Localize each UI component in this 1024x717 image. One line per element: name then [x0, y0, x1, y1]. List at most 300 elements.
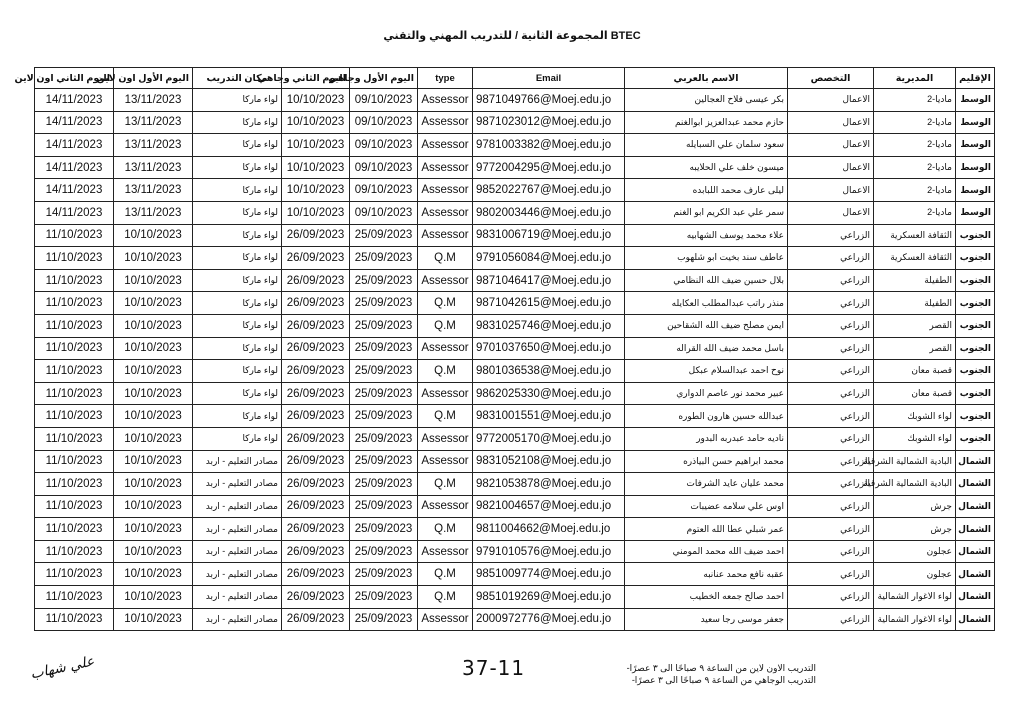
cell-day2: 10/10/2023: [282, 201, 350, 224]
cell-online1: 13/11/2023: [114, 179, 193, 202]
cell-place: لواء ماركا: [193, 247, 282, 270]
cell-day1: 25/09/2023: [350, 360, 418, 383]
table-row: [35, 156, 995, 179]
cell-online1: 10/10/2023: [114, 314, 193, 337]
cell-day2: 26/09/2023: [282, 608, 350, 631]
cell-day1: 25/09/2023: [350, 495, 418, 518]
cell-day2: 26/09/2023: [282, 586, 350, 609]
cell-email: 9781003382@Moej.edu.jo: [473, 134, 625, 157]
table-row: [35, 337, 995, 360]
cell-online2: 11/10/2023: [35, 269, 114, 292]
cell-day2: 26/09/2023: [282, 563, 350, 586]
cell-online1: 10/10/2023: [114, 337, 193, 360]
cell-email: 9701037650@Moej.edu.jo: [473, 337, 625, 360]
cell-online2: 14/11/2023: [35, 134, 114, 157]
cell-online1: 10/10/2023: [114, 382, 193, 405]
cell-place: لواء ماركا: [193, 427, 282, 450]
table-row: [35, 314, 995, 337]
cell-region: الوسط: [956, 111, 995, 134]
cell-online2: 11/10/2023: [35, 292, 114, 315]
cell-online1: 13/11/2023: [114, 89, 193, 112]
cell-region: الجنوب: [956, 269, 995, 292]
cell-type: Q.M: [418, 586, 473, 609]
table-row: [35, 450, 995, 473]
table-row: [35, 111, 995, 134]
cell-day1: 09/10/2023: [350, 179, 418, 202]
cell-region: الجنوب: [956, 405, 995, 428]
cell-type: Assessor: [418, 156, 473, 179]
cell-type: Q.M: [418, 292, 473, 315]
cell-place: لواء ماركا: [193, 292, 282, 315]
cell-day1: 25/09/2023: [350, 608, 418, 631]
cell-type: Assessor: [418, 89, 473, 112]
cell-day2: 26/09/2023: [282, 450, 350, 473]
cell-directorate: الطفيلة: [874, 269, 956, 292]
cell-directorate: ماديا-2: [874, 201, 956, 224]
col-header-email: Email: [473, 68, 625, 89]
cell-directorate: البادية الشمالية الشرقية: [874, 450, 956, 473]
cell-day1: 25/09/2023: [350, 382, 418, 405]
cell-name: ايمن مصلح ضيف الله الشقاحين: [625, 314, 788, 337]
cell-email: 9871046417@Moej.edu.jo: [473, 269, 625, 292]
cell-online2: 11/10/2023: [35, 495, 114, 518]
cell-specialty: الزراعي: [788, 540, 874, 563]
col-header-directorate: المديرية: [874, 68, 956, 89]
cell-type: Assessor: [418, 382, 473, 405]
cell-directorate: عجلون: [874, 563, 956, 586]
cell-email: 9821004657@Moej.edu.jo: [473, 495, 625, 518]
cell-online2: 11/10/2023: [35, 586, 114, 609]
cell-day2: 26/09/2023: [282, 518, 350, 541]
cell-specialty: الزراعي: [788, 337, 874, 360]
footer-note-online: التدريب الاون لاين من الساعة ٩ صباحًا الى ٣ عصرًا-: [626, 663, 816, 673]
cell-online1: 10/10/2023: [114, 292, 193, 315]
cell-day2: 26/09/2023: [282, 405, 350, 428]
col-header-name: الاسم بالعربي: [625, 68, 788, 89]
cell-online2: 11/10/2023: [35, 518, 114, 541]
cell-day1: 25/09/2023: [350, 337, 418, 360]
cell-online1: 13/11/2023: [114, 134, 193, 157]
cell-online2: 11/10/2023: [35, 563, 114, 586]
cell-email: 9772004295@Moej.edu.jo: [473, 156, 625, 179]
cell-specialty: الزراعي: [788, 269, 874, 292]
cell-region: الوسط: [956, 201, 995, 224]
cell-online1: 10/10/2023: [114, 360, 193, 383]
cell-name: بلال حسين ضيف الله النظامي: [625, 269, 788, 292]
cell-day2: 26/09/2023: [282, 247, 350, 270]
table-row: [35, 586, 995, 609]
cell-day1: 25/09/2023: [350, 473, 418, 496]
cell-online2: 14/11/2023: [35, 156, 114, 179]
cell-region: الوسط: [956, 179, 995, 202]
cell-region: الجنوب: [956, 427, 995, 450]
cell-directorate: الطفيلة: [874, 292, 956, 315]
cell-email: 9851019269@Moej.edu.jo: [473, 586, 625, 609]
cell-specialty: الزراعي: [788, 247, 874, 270]
cell-online2: 11/10/2023: [35, 405, 114, 428]
table-body: [35, 89, 995, 631]
cell-name: ليلى عارف محمد اللبابده: [625, 179, 788, 202]
cell-type: Q.M: [418, 247, 473, 270]
cell-email: 9831006719@Moej.edu.jo: [473, 224, 625, 247]
cell-name: بكر عيسى فلاح العجالين: [625, 89, 788, 112]
col-header-place: مكان التدريب: [193, 68, 282, 89]
cell-type: Q.M: [418, 563, 473, 586]
cell-email: 9791010576@Moej.edu.jo: [473, 540, 625, 563]
cell-email: 9871042615@Moej.edu.jo: [473, 292, 625, 315]
cell-specialty: الاعمال: [788, 156, 874, 179]
cell-region: الشمال: [956, 473, 995, 496]
cell-type: Q.M: [418, 314, 473, 337]
cell-online2: 14/11/2023: [35, 179, 114, 202]
cell-online1: 10/10/2023: [114, 247, 193, 270]
cell-day2: 26/09/2023: [282, 224, 350, 247]
col-header-specialty: التخصص: [788, 68, 874, 89]
cell-directorate: قصبة معان: [874, 382, 956, 405]
cell-online2: 11/10/2023: [35, 540, 114, 563]
cell-day1: 09/10/2023: [350, 89, 418, 112]
table-row: [35, 382, 995, 405]
cell-specialty: الزراعي: [788, 608, 874, 631]
table-row: [35, 495, 995, 518]
cell-directorate: ماديا-2: [874, 111, 956, 134]
cell-day2: 26/09/2023: [282, 269, 350, 292]
table-row: [35, 518, 995, 541]
col-header-type: type: [418, 68, 473, 89]
cell-place: مصادر التعليم - اربد: [193, 563, 282, 586]
cell-type: Q.M: [418, 405, 473, 428]
cell-directorate: ماديا-2: [874, 179, 956, 202]
cell-directorate: جرش: [874, 518, 956, 541]
cell-email: 9821053878@Moej.edu.jo: [473, 473, 625, 496]
cell-place: مصادر التعليم - اربد: [193, 450, 282, 473]
cell-day2: 26/09/2023: [282, 337, 350, 360]
cell-specialty: الزراعي: [788, 314, 874, 337]
cell-region: الشمال: [956, 450, 995, 473]
cell-day2: 26/09/2023: [282, 292, 350, 315]
cell-email: 9772005170@Moej.edu.jo: [473, 427, 625, 450]
cell-email: 9852022767@Moej.edu.jo: [473, 179, 625, 202]
cell-day1: 25/09/2023: [350, 427, 418, 450]
cell-region: الوسط: [956, 156, 995, 179]
cell-specialty: الزراعي: [788, 586, 874, 609]
cell-region: الجنوب: [956, 360, 995, 383]
col-header-online2: اليوم الثاني اون لاين: [35, 68, 114, 89]
cell-day1: 25/09/2023: [350, 314, 418, 337]
cell-region: الجنوب: [956, 292, 995, 315]
cell-name: محمد عليان عايد الشرفات: [625, 473, 788, 496]
cell-type: Q.M: [418, 360, 473, 383]
cell-specialty: الاعمال: [788, 134, 874, 157]
cell-day1: 25/09/2023: [350, 563, 418, 586]
cell-online2: 11/10/2023: [35, 450, 114, 473]
cell-region: الجنوب: [956, 337, 995, 360]
cell-name: احمد صالح جمعه الخطيب: [625, 586, 788, 609]
cell-online1: 10/10/2023: [114, 405, 193, 428]
cell-place: لواء ماركا: [193, 337, 282, 360]
cell-directorate: ماديا-2: [874, 89, 956, 112]
cell-online2: 11/10/2023: [35, 360, 114, 383]
cell-day1: 09/10/2023: [350, 134, 418, 157]
cell-specialty: الاعمال: [788, 111, 874, 134]
cell-day1: 25/09/2023: [350, 224, 418, 247]
cell-name: احمد ضيف الله محمد المومني: [625, 540, 788, 563]
cell-place: مصادر التعليم - اربد: [193, 473, 282, 496]
cell-place: لواء ماركا: [193, 201, 282, 224]
table-row: [35, 269, 995, 292]
footer-notes: [556, 662, 816, 686]
cell-day2: 26/09/2023: [282, 382, 350, 405]
cell-name: سمر علي عبد الكريم ابو الغنم: [625, 201, 788, 224]
cell-directorate: قصبة معان: [874, 360, 956, 383]
cell-day2: 26/09/2023: [282, 495, 350, 518]
table-row: [35, 405, 995, 428]
cell-online2: 14/11/2023: [35, 201, 114, 224]
cell-directorate: لواء الاغوار الشمالية: [874, 608, 956, 631]
cell-online1: 10/10/2023: [114, 586, 193, 609]
cell-email: 9831025746@Moej.edu.jo: [473, 314, 625, 337]
cell-name: عبير محمد نور عاصم الدواري: [625, 382, 788, 405]
cell-directorate: البادية الشمالية الشرقية: [874, 473, 956, 496]
cell-online1: 10/10/2023: [114, 269, 193, 292]
cell-name: عاطف سند بخيت ابو شلهوب: [625, 247, 788, 270]
cell-online1: 10/10/2023: [114, 224, 193, 247]
cell-region: الجنوب: [956, 224, 995, 247]
table-row: [35, 292, 995, 315]
cell-online2: 11/10/2023: [35, 337, 114, 360]
cell-place: لواء ماركا: [193, 382, 282, 405]
cell-directorate: ماديا-2: [874, 156, 956, 179]
cell-email: 9851009774@Moej.edu.jo: [473, 563, 625, 586]
cell-specialty: الزراعي: [788, 405, 874, 428]
cell-directorate: لواء الشوبك: [874, 405, 956, 428]
cell-name: حازم محمد عبدالعزيز ابوالغنم: [625, 111, 788, 134]
table-row: [35, 563, 995, 586]
cell-email: 2000972776@Moej.edu.jo: [473, 608, 625, 631]
cell-online1: 10/10/2023: [114, 473, 193, 496]
cell-name: سعود سلمان علي السبايله: [625, 134, 788, 157]
table-row: [35, 224, 995, 247]
cell-place: لواء ماركا: [193, 360, 282, 383]
cell-type: Assessor: [418, 224, 473, 247]
cell-online2: 11/10/2023: [35, 608, 114, 631]
table-row: [35, 608, 995, 631]
cell-online1: 13/11/2023: [114, 201, 193, 224]
cell-name: ميسون خلف علي الحلايبه: [625, 156, 788, 179]
cell-region: الشمال: [956, 540, 995, 563]
cell-region: الجنوب: [956, 314, 995, 337]
cell-type: Assessor: [418, 608, 473, 631]
cell-email: 9801036538@Moej.edu.jo: [473, 360, 625, 383]
cell-region: الشمال: [956, 518, 995, 541]
cell-day2: 10/10/2023: [282, 134, 350, 157]
cell-day2: 26/09/2023: [282, 360, 350, 383]
cell-online1: 10/10/2023: [114, 518, 193, 541]
cell-type: Assessor: [418, 450, 473, 473]
cell-directorate: عجلون: [874, 540, 956, 563]
cell-online2: 14/11/2023: [35, 111, 114, 134]
cell-day1: 25/09/2023: [350, 405, 418, 428]
cell-type: Assessor: [418, 495, 473, 518]
cell-region: الوسط: [956, 89, 995, 112]
cell-online1: 10/10/2023: [114, 563, 193, 586]
cell-email: 9831052108@Moej.edu.jo: [473, 450, 625, 473]
cell-specialty: الزراعي: [788, 382, 874, 405]
cell-specialty: الزراعي: [788, 427, 874, 450]
cell-day1: 25/09/2023: [350, 518, 418, 541]
cell-directorate: جرش: [874, 495, 956, 518]
cell-specialty: الاعمال: [788, 201, 874, 224]
cell-type: Assessor: [418, 269, 473, 292]
cell-place: مصادر التعليم - اربد: [193, 540, 282, 563]
cell-region: الوسط: [956, 134, 995, 157]
table-row: [35, 89, 995, 112]
cell-type: Assessor: [418, 337, 473, 360]
table-row: [35, 473, 995, 496]
cell-specialty: الزراعي: [788, 292, 874, 315]
cell-specialty: الزراعي: [788, 518, 874, 541]
cell-directorate: لواء الشوبك: [874, 427, 956, 450]
cell-region: الشمال: [956, 608, 995, 631]
cell-directorate: الثقافة العسكرية: [874, 224, 956, 247]
cell-name: عقبه نافع محمد عنانبه: [625, 563, 788, 586]
cell-name: جعفر موسى رجا سعيد: [625, 608, 788, 631]
cell-specialty: الزراعي: [788, 450, 874, 473]
cell-region: الشمال: [956, 586, 995, 609]
cell-specialty: الزراعي: [788, 360, 874, 383]
col-header-day2: اليوم الثاني وجاهي: [282, 68, 350, 89]
cell-specialty: الاعمال: [788, 179, 874, 202]
cell-online1: 10/10/2023: [114, 495, 193, 518]
cell-day1: 25/09/2023: [350, 450, 418, 473]
cell-place: لواء ماركا: [193, 179, 282, 202]
cell-specialty: الزراعي: [788, 563, 874, 586]
cell-online1: 10/10/2023: [114, 608, 193, 631]
training-schedule-table: [14, 67, 995, 631]
cell-day2: 26/09/2023: [282, 314, 350, 337]
cell-type: Assessor: [418, 201, 473, 224]
cell-place: لواء ماركا: [193, 224, 282, 247]
cell-online2: 11/10/2023: [35, 224, 114, 247]
cell-online2: 11/10/2023: [35, 473, 114, 496]
cell-email: 9811004662@Moej.edu.jo: [473, 518, 625, 541]
col-header-day1: اليوم الأول وجاهي: [350, 68, 418, 89]
cell-online1: 10/10/2023: [114, 450, 193, 473]
cell-directorate: القصر: [874, 314, 956, 337]
cell-type: Q.M: [418, 518, 473, 541]
cell-day2: 26/09/2023: [282, 540, 350, 563]
cell-day2: 10/10/2023: [282, 89, 350, 112]
cell-day1: 25/09/2023: [350, 540, 418, 563]
page-mark: 37-11: [462, 656, 526, 680]
cell-place: لواء ماركا: [193, 314, 282, 337]
cell-name: عبدالله حسين هارون الطوره: [625, 405, 788, 428]
cell-day1: 25/09/2023: [350, 247, 418, 270]
cell-type: Assessor: [418, 540, 473, 563]
cell-online2: 11/10/2023: [35, 382, 114, 405]
cell-name: اوس علي سلامه عضيبات: [625, 495, 788, 518]
cell-email: 9831001551@Moej.edu.jo: [473, 405, 625, 428]
cell-online1: 13/11/2023: [114, 111, 193, 134]
cell-email: 9871023012@Moej.edu.jo: [473, 111, 625, 134]
cell-name: ناديه حامد عبدربه البدور: [625, 427, 788, 450]
footer-note-inperson: التدريب الوجاهي من الساعة ٩ صباحًا الى ٣ عصرًا-: [631, 675, 816, 685]
cell-email: 9871049766@Moej.edu.jo: [473, 89, 625, 112]
table-row: [35, 201, 995, 224]
cell-online1: 13/11/2023: [114, 156, 193, 179]
document-title: المجموعة الثانية / للتدريب المهني والتقني BTEC: [383, 30, 641, 42]
cell-directorate: ماديا-2: [874, 134, 956, 157]
cell-online2: 11/10/2023: [35, 314, 114, 337]
cell-name: عمر شبلي عطا الله العتوم: [625, 518, 788, 541]
cell-place: مصادر التعليم - اربد: [193, 608, 282, 631]
col-header-online1: اليوم الأول اون لاين: [114, 68, 193, 89]
cell-region: الشمال: [956, 563, 995, 586]
table-row: [35, 540, 995, 563]
cell-place: مصادر التعليم - اربد: [193, 586, 282, 609]
cell-specialty: الزراعي: [788, 473, 874, 496]
cell-day1: 25/09/2023: [350, 269, 418, 292]
cell-name: منذر راتب عبدالمطلب العكايله: [625, 292, 788, 315]
cell-directorate: لواء الاغوار الشمالية: [874, 586, 956, 609]
cell-online1: 10/10/2023: [114, 540, 193, 563]
cell-online2: 14/11/2023: [35, 89, 114, 112]
cell-place: لواء ماركا: [193, 134, 282, 157]
cell-day2: 10/10/2023: [282, 156, 350, 179]
cell-day2: 10/10/2023: [282, 111, 350, 134]
cell-day1: 25/09/2023: [350, 292, 418, 315]
cell-day2: 10/10/2023: [282, 179, 350, 202]
cell-specialty: الزراعي: [788, 224, 874, 247]
cell-day2: 26/09/2023: [282, 427, 350, 450]
cell-directorate: القصر: [874, 337, 956, 360]
cell-type: Assessor: [418, 427, 473, 450]
cell-place: لواء ماركا: [193, 269, 282, 292]
cell-online1: 10/10/2023: [114, 427, 193, 450]
cell-place: لواء ماركا: [193, 111, 282, 134]
cell-region: الجنوب: [956, 382, 995, 405]
cell-region: الجنوب: [956, 247, 995, 270]
cell-online2: 11/10/2023: [35, 247, 114, 270]
cell-directorate: الثقافة العسكرية: [874, 247, 956, 270]
cell-region: الشمال: [956, 495, 995, 518]
cell-name: علاء محمد يوسف الشهابيه: [625, 224, 788, 247]
cell-online2: 11/10/2023: [35, 427, 114, 450]
handwritten-signature: علي شهاب: [29, 653, 96, 683]
cell-type: Assessor: [418, 111, 473, 134]
cell-place: لواء ماركا: [193, 89, 282, 112]
cell-place: لواء ماركا: [193, 405, 282, 428]
cell-day1: 09/10/2023: [350, 156, 418, 179]
cell-email: 9802003446@Moej.edu.jo: [473, 201, 625, 224]
table-row: [35, 360, 995, 383]
cell-name: باسل محمد ضيف الله القراله: [625, 337, 788, 360]
cell-day1: 09/10/2023: [350, 201, 418, 224]
cell-place: مصادر التعليم - اربد: [193, 518, 282, 541]
cell-specialty: الزراعي: [788, 495, 874, 518]
table-row: [35, 427, 995, 450]
cell-day1: 09/10/2023: [350, 111, 418, 134]
cell-type: Assessor: [418, 179, 473, 202]
cell-day2: 26/09/2023: [282, 473, 350, 496]
table-row: [35, 134, 995, 157]
table-row: [35, 247, 995, 270]
cell-email: 9862025330@Moej.edu.jo: [473, 382, 625, 405]
cell-type: Assessor: [418, 134, 473, 157]
cell-place: لواء ماركا: [193, 156, 282, 179]
cell-specialty: الاعمال: [788, 89, 874, 112]
table-row: [35, 179, 995, 202]
